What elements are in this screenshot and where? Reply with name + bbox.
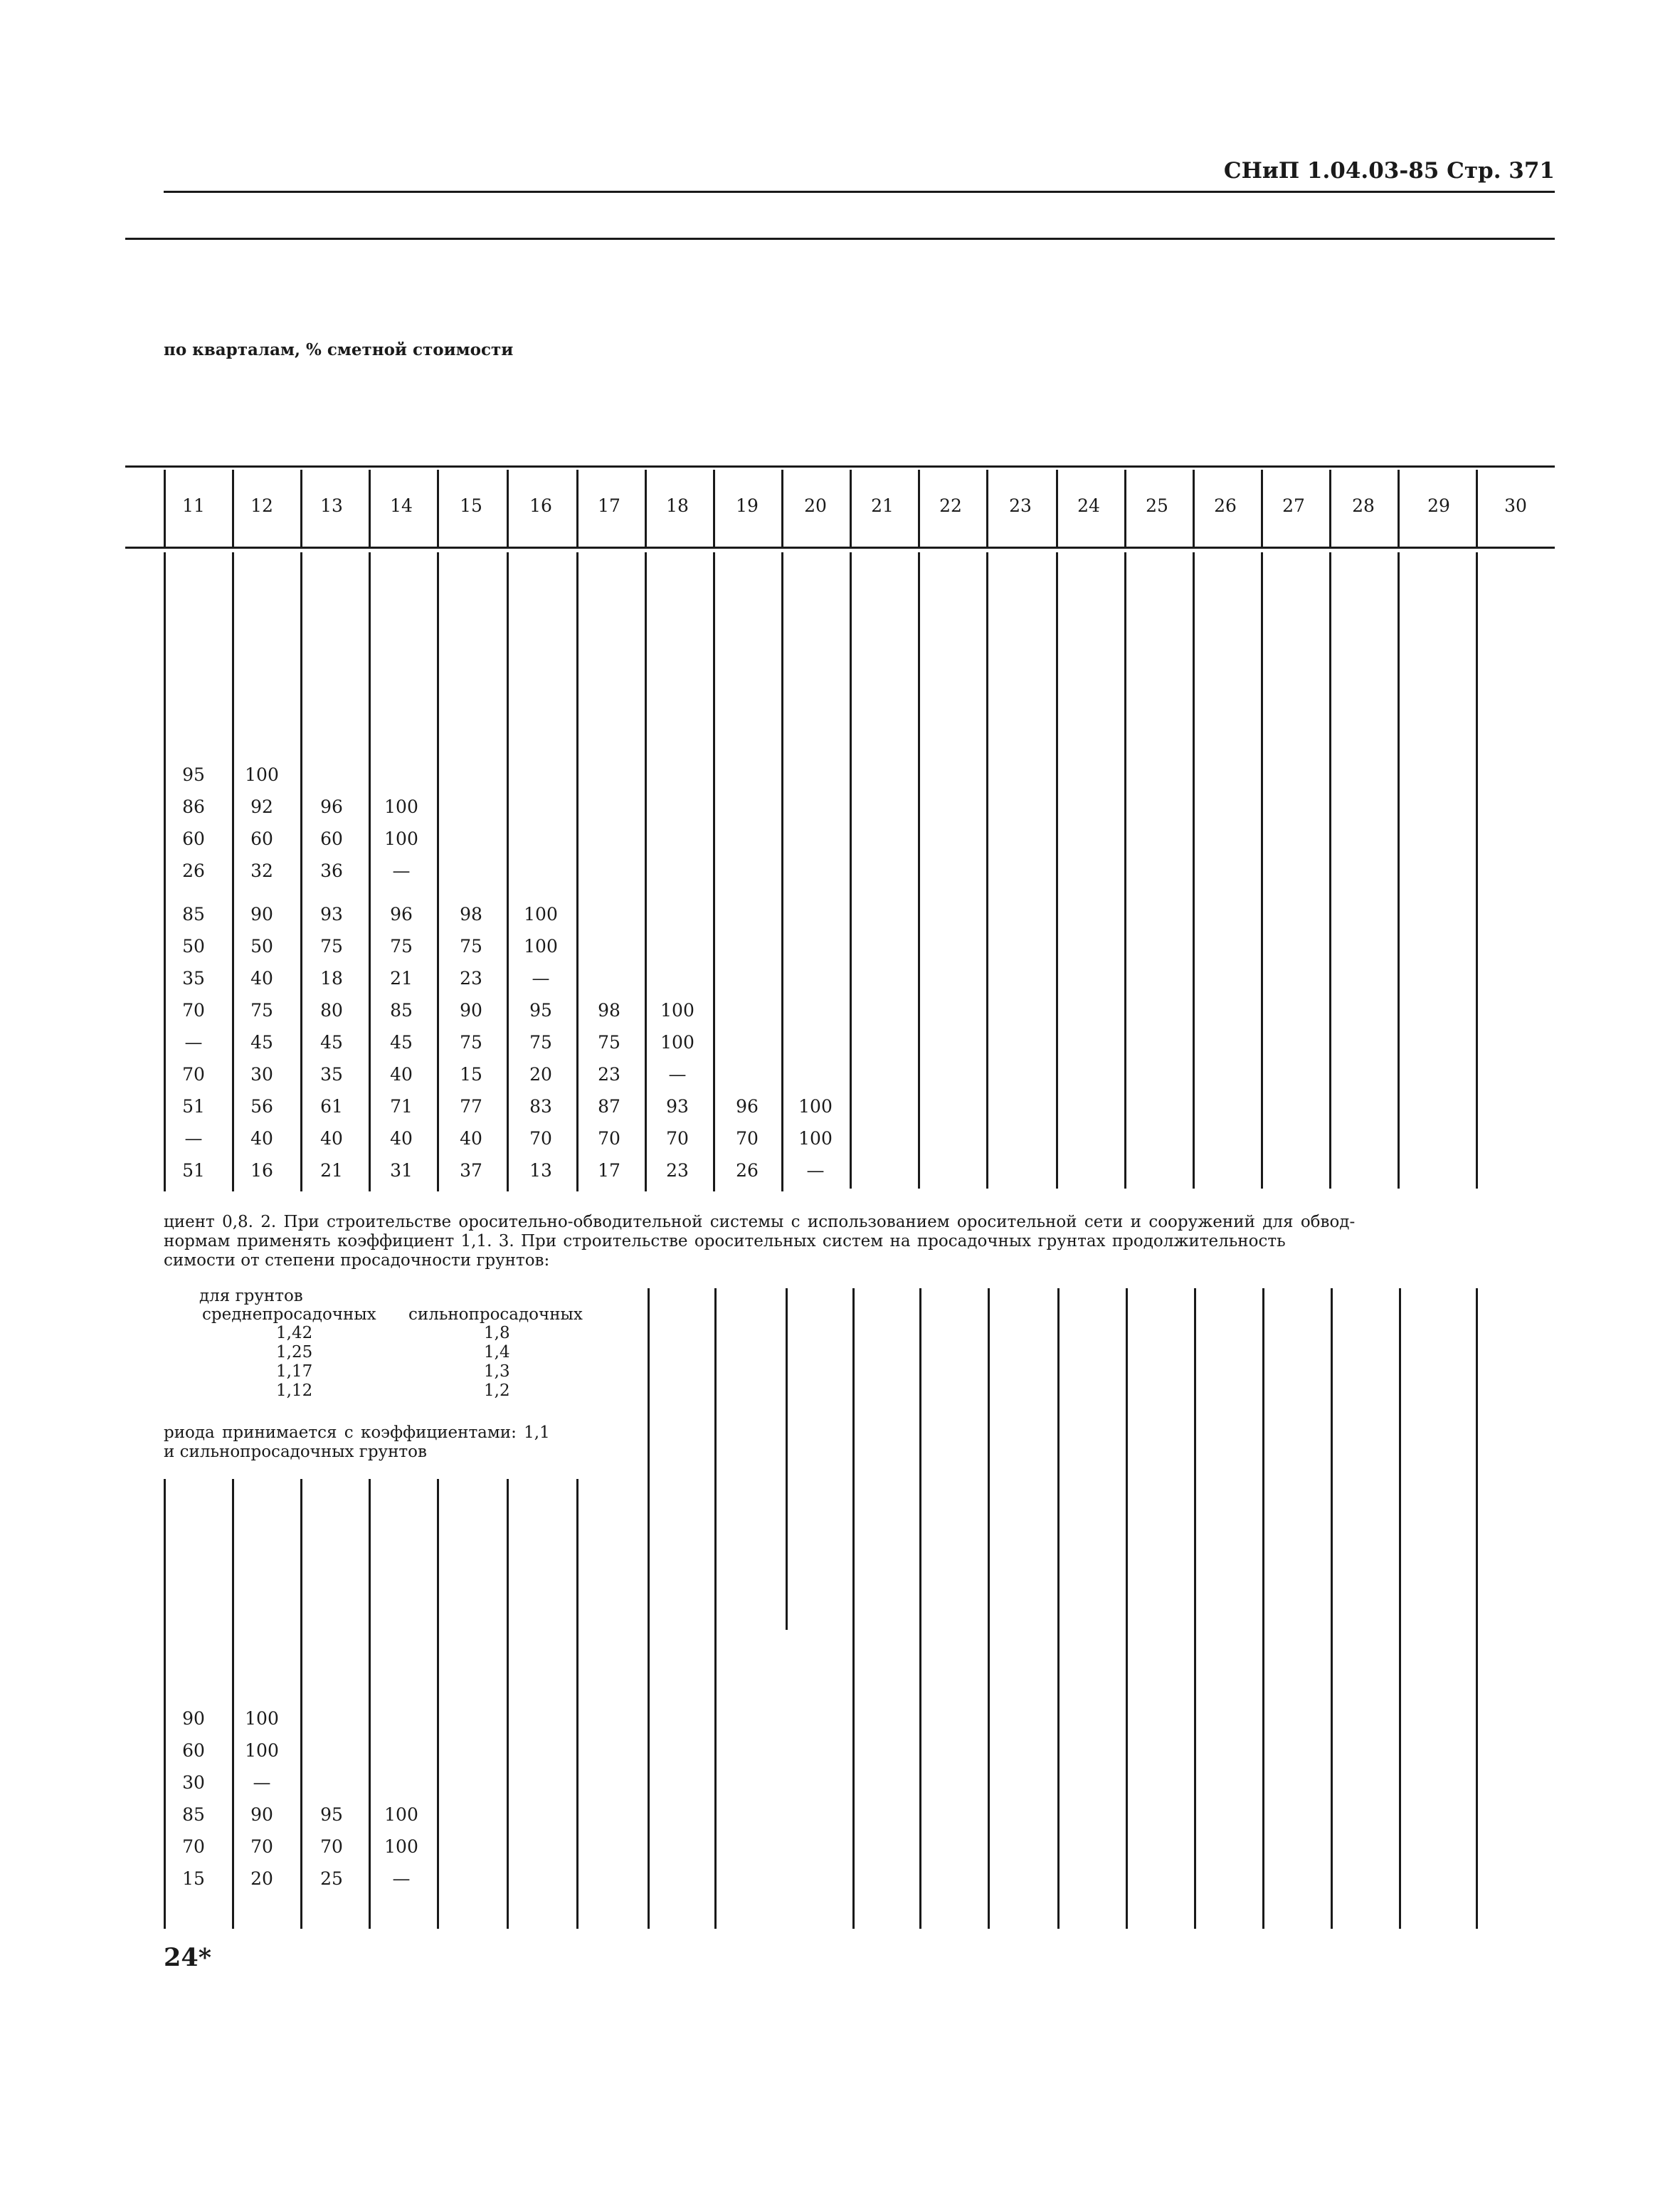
- table1-cell: 100: [660, 1032, 694, 1053]
- table-subtitle: по кварталам, % сметной стоимости: [164, 340, 514, 359]
- lower-column-rule: [1194, 1288, 1196, 1929]
- table1-cell: 85: [390, 1000, 413, 1021]
- table1-cell: 51: [182, 1096, 205, 1117]
- lower-column-rule: [852, 1288, 855, 1929]
- table1-cell: 45: [320, 1032, 343, 1053]
- column-header-13: 13: [320, 495, 343, 516]
- coef-value-medium: 1,42: [276, 1324, 313, 1342]
- page-number: 24*: [164, 1943, 212, 1972]
- column-header-18: 18: [666, 495, 689, 516]
- table1-cell: 60: [320, 828, 343, 849]
- page-header-title: СНиП 1.04.03-85 Стр. 371: [1223, 158, 1555, 184]
- table2-cell: 100: [245, 1708, 279, 1729]
- table1-cell: —: [532, 968, 550, 989]
- table2-column-rule: [232, 1479, 234, 1929]
- column-header-17: 17: [598, 495, 620, 516]
- table1-cell: 92: [250, 796, 273, 817]
- table1-cell: 93: [666, 1096, 689, 1117]
- table1-cell: 96: [736, 1096, 759, 1117]
- table1-header-column-rule: [507, 470, 509, 547]
- column-header-21: 21: [871, 495, 894, 516]
- coef-col2-label: сильнопросадочных: [408, 1305, 583, 1324]
- table1-cell: 83: [529, 1096, 552, 1117]
- table2-cell: 100: [384, 1804, 418, 1825]
- table1-cell: —: [668, 1064, 687, 1085]
- coef-value-strong: 1,8: [484, 1324, 510, 1342]
- note-line-3: симости от степени просадочности грунтов:: [164, 1251, 550, 1270]
- table1-cell: 100: [384, 828, 418, 849]
- table2-column-rule: [369, 1479, 371, 1929]
- table1-header-column-rule: [164, 470, 166, 547]
- table1-body-column-rule: [986, 552, 988, 1189]
- note-line-2: нормам применять коэффициент 1,1. 3. При строительстве оросительных систем на просадочных грунтах продолжительность: [164, 1232, 1286, 1251]
- coef-value-medium: 1,17: [276, 1362, 313, 1381]
- table1-cell: 70: [182, 1064, 205, 1085]
- table2-column-rule: [164, 1479, 166, 1929]
- table1-header-bottom-rule: [125, 547, 1555, 549]
- table1-cell: 21: [320, 1160, 343, 1181]
- table1-header-column-rule: [645, 470, 647, 547]
- table1-cell: 77: [460, 1096, 482, 1117]
- table1-cell: 15: [460, 1064, 482, 1085]
- table2-cell: —: [253, 1772, 271, 1793]
- table2-cell: 15: [182, 1868, 205, 1889]
- lower-column-rule: [1476, 1288, 1478, 1929]
- lower-column-rule: [1126, 1288, 1128, 1929]
- table1-cell: 95: [529, 1000, 552, 1021]
- coef-value-strong: 1,3: [484, 1362, 510, 1381]
- table1-cell: 50: [250, 936, 273, 957]
- table1-cell: 26: [736, 1160, 759, 1181]
- table2-cell: 100: [245, 1740, 279, 1761]
- table1-cell: 18: [320, 968, 343, 989]
- table1-cell: 23: [460, 968, 482, 989]
- lower-column-rule: [1399, 1288, 1401, 1929]
- table1-cell: 70: [529, 1128, 552, 1149]
- table1-cell: 40: [250, 968, 273, 989]
- table2-column-rule: [576, 1479, 579, 1929]
- header-rule-top: [164, 191, 1555, 193]
- table1-header-column-rule: [1476, 470, 1478, 547]
- table1-body-column-rule: [1056, 552, 1058, 1189]
- table1-cell: 17: [598, 1160, 620, 1181]
- period-note-line-2: и сильнопросадочных грунтов: [164, 1443, 427, 1461]
- lower-column-rule: [714, 1673, 717, 1929]
- table1-header-column-rule: [232, 470, 234, 547]
- table1-cell: 75: [250, 1000, 273, 1021]
- table1-cell: 85: [182, 904, 205, 925]
- lower-column-rule: [919, 1288, 921, 1929]
- column-header-11: 11: [182, 495, 205, 516]
- table1-header-column-rule: [918, 470, 920, 547]
- table1-header-column-rule: [300, 470, 302, 547]
- coef-value-strong: 1,2: [484, 1381, 510, 1400]
- table1-header-column-rule: [576, 470, 579, 547]
- table2-cell: 20: [250, 1868, 273, 1889]
- table1-cell: —: [184, 1032, 203, 1053]
- table2-cell: —: [392, 1868, 411, 1889]
- table1-cell: 60: [182, 828, 205, 849]
- header-rule-bottom: [125, 238, 1555, 240]
- table1-cell: 40: [390, 1128, 413, 1149]
- table1-body-column-rule: [1476, 552, 1478, 1189]
- table1-header-column-rule: [1056, 470, 1058, 547]
- table1-body-column-rule: [1193, 552, 1195, 1189]
- table1-cell: 60: [250, 828, 273, 849]
- table1-header-column-rule: [1398, 470, 1400, 547]
- table1-header-column-rule: [369, 470, 371, 547]
- table1-cell: 75: [390, 936, 413, 957]
- table1-cell: 86: [182, 796, 205, 817]
- table1-cell: —: [392, 860, 411, 881]
- table2-cell: 70: [320, 1836, 343, 1857]
- table1-header-column-rule: [781, 470, 783, 547]
- coef-heading: для грунтов: [199, 1287, 303, 1305]
- table1-cell: 100: [798, 1096, 833, 1117]
- coef-value-medium: 1,12: [276, 1381, 313, 1400]
- column-header-27: 27: [1282, 495, 1305, 516]
- table1-header-column-rule: [986, 470, 988, 547]
- table1-cell: 90: [250, 904, 273, 925]
- coef-value-strong: 1,4: [484, 1343, 510, 1362]
- table1-cell: 40: [460, 1128, 482, 1149]
- lower-column-rule: [1057, 1288, 1060, 1929]
- table1-cell: 13: [529, 1160, 552, 1181]
- table1-cell: 100: [384, 796, 418, 817]
- lower-column-rule: [1331, 1288, 1333, 1929]
- table1-cell: 20: [529, 1064, 552, 1085]
- table2-cell: 90: [182, 1708, 205, 1729]
- table1-cell: 100: [245, 764, 279, 785]
- table1-cell: 98: [598, 1000, 620, 1021]
- table1-cell: 95: [182, 764, 205, 785]
- column-header-23: 23: [1009, 495, 1032, 516]
- table1-body-column-rule: [1261, 552, 1263, 1189]
- table1-cell: 61: [320, 1096, 343, 1117]
- column-header-29: 29: [1427, 495, 1450, 516]
- table1-body-column-rule: [1124, 552, 1126, 1189]
- table1-cell: 31: [390, 1160, 413, 1181]
- table1-cell: 75: [529, 1032, 552, 1053]
- table1-header-top-rule: [125, 465, 1555, 468]
- column-header-26: 26: [1214, 495, 1237, 516]
- table1-cell: 70: [182, 1000, 205, 1021]
- table1-cell: 56: [250, 1096, 273, 1117]
- table1-cell: 45: [250, 1032, 273, 1053]
- table2-cell: 100: [384, 1836, 418, 1857]
- table1-cell: 70: [666, 1128, 689, 1149]
- table1-body-column-rule: [1329, 552, 1331, 1189]
- table1-cell: 100: [798, 1128, 833, 1149]
- column-header-19: 19: [736, 495, 759, 516]
- table1-cell: 96: [390, 904, 413, 925]
- table2-cell: 90: [250, 1804, 273, 1825]
- table1-cell: 75: [460, 936, 482, 957]
- table2-cell: 85: [182, 1804, 205, 1825]
- column-header-14: 14: [390, 495, 413, 516]
- column-header-22: 22: [939, 495, 962, 516]
- table1-header-column-rule: [1124, 470, 1126, 547]
- table1-cell: 50: [182, 936, 205, 957]
- column-header-24: 24: [1077, 495, 1100, 516]
- table1-cell: 23: [598, 1064, 620, 1085]
- table2-cell: 30: [182, 1772, 205, 1793]
- table1-cell: 75: [460, 1032, 482, 1053]
- table1-cell: 36: [320, 860, 343, 881]
- column-header-12: 12: [250, 495, 273, 516]
- table1-header-column-rule: [713, 470, 715, 547]
- table1-cell: 96: [320, 796, 343, 817]
- table1-cell: 16: [250, 1160, 273, 1181]
- table1-header-column-rule: [437, 470, 439, 547]
- table1-cell: 100: [660, 1000, 694, 1021]
- column-header-25: 25: [1146, 495, 1168, 516]
- lower-column-rule: [988, 1288, 990, 1929]
- table1-cell: —: [184, 1128, 203, 1149]
- column-header-20: 20: [804, 495, 827, 516]
- period-note-line-1: риода принимается с коэффициентами: 1,1: [164, 1423, 550, 1442]
- table1-cell: 26: [182, 860, 205, 881]
- table2-cell: 25: [320, 1868, 343, 1889]
- column-header-30: 30: [1504, 495, 1527, 516]
- note-line-1: циент 0,8. 2. При строительстве оросительно-обводительной системы с использованием оросительной сети и сооружений для обвод-: [164, 1213, 1356, 1231]
- table2-cell: 60: [182, 1740, 205, 1761]
- column-header-16: 16: [529, 495, 552, 516]
- table1-cell: 40: [390, 1064, 413, 1085]
- table1-header-column-rule: [850, 470, 852, 547]
- coef-value-medium: 1,25: [276, 1343, 313, 1362]
- table1-cell: 75: [598, 1032, 620, 1053]
- table1-header-column-rule: [1261, 470, 1263, 547]
- table1-cell: 40: [250, 1128, 273, 1149]
- table1-cell: 90: [460, 1000, 482, 1021]
- table2-cell: 70: [182, 1836, 205, 1857]
- table1-cell: 32: [250, 860, 273, 881]
- table1-cell: 51: [182, 1160, 205, 1181]
- table1-cell: 80: [320, 1000, 343, 1021]
- table1-cell: 93: [320, 904, 343, 925]
- table2-column-rule: [507, 1479, 509, 1929]
- table1-cell: 40: [320, 1128, 343, 1149]
- table1-cell: 100: [524, 936, 558, 957]
- table1-cell: 30: [250, 1064, 273, 1085]
- table1-cell: 45: [390, 1032, 413, 1053]
- column-header-15: 15: [460, 495, 482, 516]
- table2-column-rule: [437, 1479, 439, 1929]
- lower-column-rule: [648, 1288, 650, 1929]
- table1-cell: 100: [524, 904, 558, 925]
- table1-cell: —: [806, 1160, 825, 1181]
- table1-header-column-rule: [1193, 470, 1195, 547]
- table1-cell: 71: [390, 1096, 413, 1117]
- table1-body-column-rule: [1398, 552, 1400, 1189]
- lower-column-rule: [786, 1288, 788, 1630]
- coef-col1-label: среднепросадочных: [202, 1305, 376, 1324]
- table1-cell: 87: [598, 1096, 620, 1117]
- table1-cell: 37: [460, 1160, 482, 1181]
- table1-cell: 23: [666, 1160, 689, 1181]
- column-header-28: 28: [1352, 495, 1375, 516]
- table1-body-column-rule: [918, 552, 920, 1189]
- table1-cell: 98: [460, 904, 482, 925]
- table1-cell: 35: [320, 1064, 343, 1085]
- table1-cell: 70: [736, 1128, 759, 1149]
- table1-body-column-rule: [850, 552, 852, 1189]
- table2-cell: 95: [320, 1804, 343, 1825]
- table2-column-rule: [300, 1479, 302, 1929]
- table2-cell: 70: [250, 1836, 273, 1857]
- lower-column-rule: [1262, 1288, 1264, 1929]
- table1-cell: 35: [182, 968, 205, 989]
- table1-cell: 70: [598, 1128, 620, 1149]
- table1-cell: 21: [390, 968, 413, 989]
- table1-header-column-rule: [1329, 470, 1331, 547]
- table1-cell: 75: [320, 936, 343, 957]
